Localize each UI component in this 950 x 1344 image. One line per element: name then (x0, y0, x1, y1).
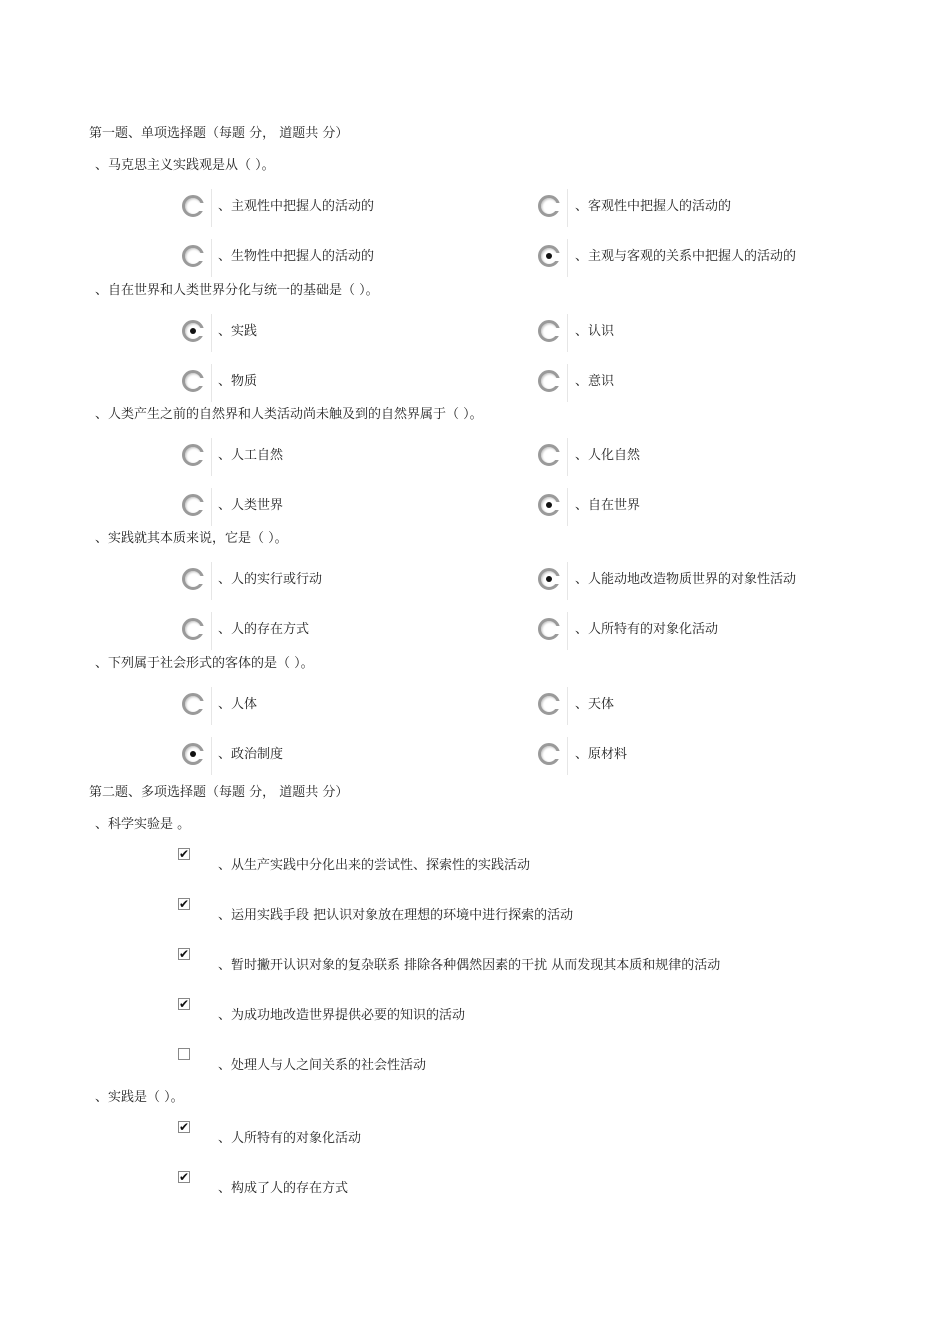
option-divider (567, 737, 568, 775)
radio-selected[interactable] (182, 320, 204, 342)
radio-selected[interactable] (182, 743, 204, 765)
option-divider (567, 687, 568, 725)
radio-unselected[interactable] (538, 444, 560, 466)
option-divider (567, 438, 568, 476)
option-label: 、人的存在方式 (218, 622, 310, 637)
option-divider (211, 189, 212, 227)
option-divider (211, 562, 212, 600)
radio-unselected[interactable] (182, 370, 204, 392)
option-divider (211, 488, 212, 526)
radio-unselected[interactable] (538, 693, 560, 715)
question-stem: 、自在世界和人类世界分化与统一的基础是（ ）。 (95, 283, 379, 298)
option-label: 、自在世界 (575, 498, 641, 513)
option-label: 、客观性中把握人的活动的 (575, 199, 732, 214)
radio-selected[interactable] (538, 494, 560, 516)
radio-unselected[interactable] (182, 568, 204, 590)
option-label: 、政治制度 (218, 747, 284, 762)
option-label: 、人所特有的对象化活动 (575, 622, 719, 637)
question-stem: 、实践就其本质来说，它是（ ）。 (95, 531, 288, 546)
radio-selected[interactable] (538, 245, 560, 267)
option-divider (567, 612, 568, 650)
radio-unselected[interactable] (182, 245, 204, 267)
option-label: 、人化自然 (575, 448, 641, 463)
radio-dot-icon (190, 751, 196, 757)
option-label: 、物质 (218, 374, 258, 389)
radio-unselected[interactable] (538, 743, 560, 765)
section-title: 第一题、单项选择题（每题 分， 道题共 分） (89, 126, 349, 141)
option-divider (567, 364, 568, 402)
checkbox-checked[interactable]: ✔ (179, 847, 190, 861)
option-label: 、人类世界 (218, 498, 284, 513)
option-label: 、人工自然 (218, 448, 284, 463)
radio-unselected[interactable] (538, 370, 560, 392)
option-label: 、天体 (575, 697, 615, 712)
radio-unselected[interactable] (182, 618, 204, 640)
option-label: 、暂时撇开认识对象的复杂联系 排除各种偶然因素的干扰 从而发现其本质和规律的活动 (218, 958, 721, 973)
option-divider (211, 612, 212, 650)
option-label: 、主观性中把握人的活动的 (218, 199, 375, 214)
option-divider (211, 239, 212, 277)
option-label: 、主观与客观的关系中把握人的活动的 (575, 249, 797, 264)
option-divider (567, 189, 568, 227)
checkbox-checked[interactable]: ✔ (179, 997, 190, 1011)
checkbox-unchecked[interactable] (178, 1048, 190, 1060)
question-stem: 、实践是（ ）。 (95, 1090, 184, 1105)
section-title: 第二题、多项选择题（每题 分， 道题共 分） (89, 785, 349, 800)
option-label: 、人所特有的对象化活动 (218, 1131, 362, 1146)
option-divider (211, 737, 212, 775)
radio-unselected[interactable] (182, 693, 204, 715)
option-divider (211, 364, 212, 402)
option-label: 、处理人与人之间关系的社会性活动 (218, 1058, 427, 1073)
option-divider (567, 314, 568, 352)
radio-dot-icon (546, 576, 552, 582)
option-label: 、从生产实践中分化出来的尝试性、探索性的实践活动 (218, 858, 531, 873)
radio-unselected[interactable] (538, 320, 560, 342)
checkbox-checked[interactable]: ✔ (179, 947, 190, 961)
checkbox-checked[interactable]: ✔ (179, 1120, 190, 1134)
checkbox-checked[interactable]: ✔ (179, 1170, 190, 1184)
radio-dot-icon (546, 253, 552, 259)
option-divider (567, 562, 568, 600)
option-divider (211, 314, 212, 352)
option-label: 、原材料 (575, 747, 628, 762)
question-stem: 、科学实验是 。 (95, 817, 191, 832)
option-label: 、意识 (575, 374, 615, 389)
question-stem: 、马克思主义实践观是从（ ）。 (95, 158, 275, 173)
radio-unselected[interactable] (182, 195, 204, 217)
radio-dot-icon (546, 502, 552, 508)
radio-unselected[interactable] (538, 195, 560, 217)
question-stem: 、人类产生之前的自然界和人类活动尚未触及到的自然界属于（ ）。 (95, 407, 483, 422)
radio-dot-icon (190, 328, 196, 334)
radio-unselected[interactable] (182, 494, 204, 516)
radio-unselected[interactable] (182, 444, 204, 466)
option-divider (211, 438, 212, 476)
question-stem: 、下列属于社会形式的客体的是（ ）。 (95, 656, 314, 671)
option-label: 、实践 (218, 324, 258, 339)
option-label: 、运用实践手段 把认识对象放在理想的环境中进行探索的活动 (218, 908, 574, 923)
option-label: 、生物性中把握人的活动的 (218, 249, 375, 264)
option-label: 、为成功地改造世界提供必要的知识的活动 (218, 1008, 466, 1023)
option-divider (567, 239, 568, 277)
option-label: 、构成了人的存在方式 (218, 1181, 349, 1196)
checkbox-checked[interactable]: ✔ (179, 897, 190, 911)
option-label: 、认识 (575, 324, 615, 339)
radio-unselected[interactable] (538, 618, 560, 640)
radio-selected[interactable] (538, 568, 560, 590)
option-divider (567, 488, 568, 526)
option-label: 、人的实行或行动 (218, 572, 323, 587)
option-label: 、人体 (218, 697, 258, 712)
option-divider (211, 687, 212, 725)
option-label: 、人能动地改造物质世界的对象性活动 (575, 572, 797, 587)
